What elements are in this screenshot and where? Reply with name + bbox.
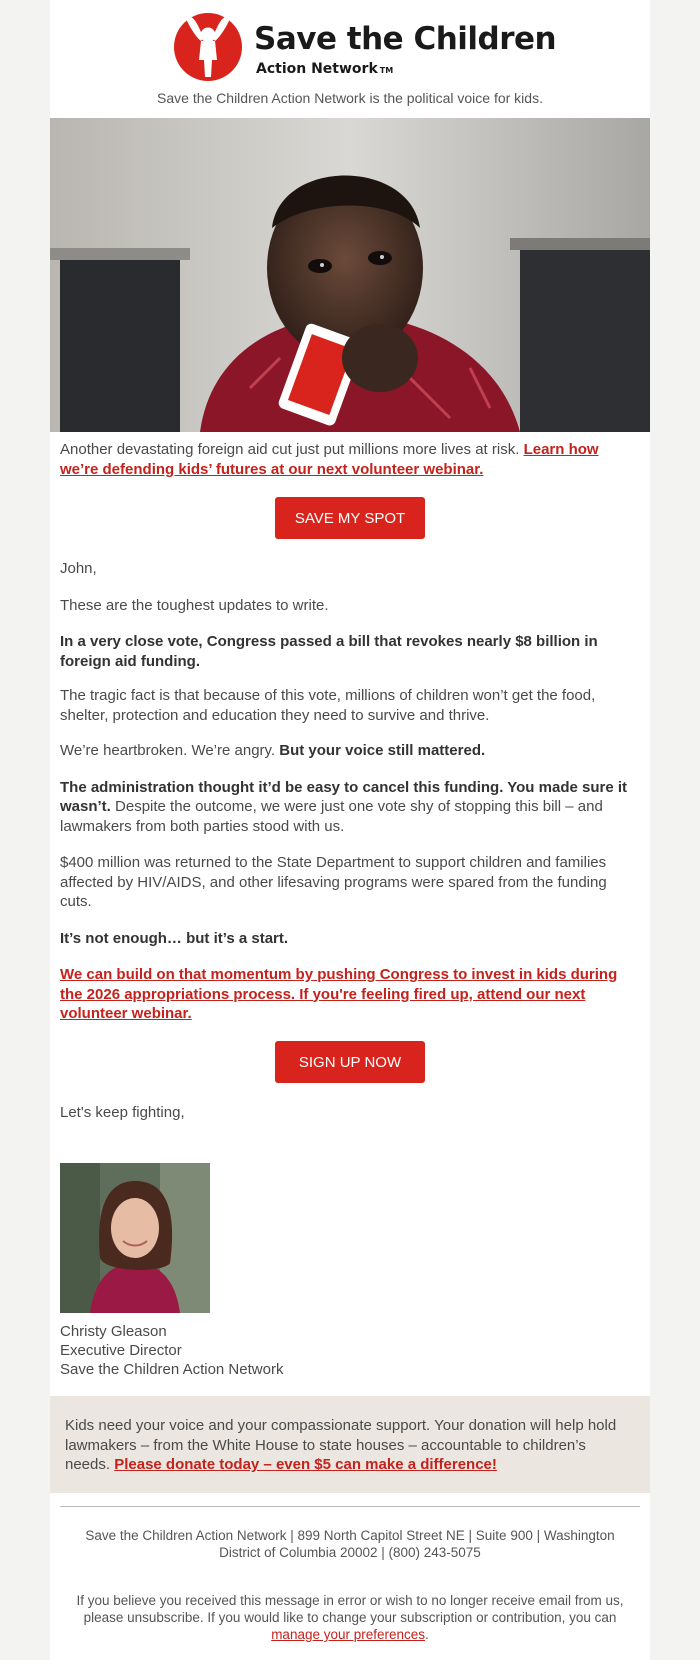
donate-text: Kids need your voice and your compassionate support. Your donation will help hold lawmakers – from the White House to state houses – accountable to children’s needs. [65,1417,617,1473]
brand-subtitle [256,61,393,77]
hero-image[interactable] [50,118,650,432]
donate-paragraph [65,1416,635,1475]
not-enough-bold: It’s not enough… but it’s a start. [60,929,289,947]
tagline: Save the Children Action Network is the political voice for kids. [157,90,543,106]
signature-block [60,1322,283,1379]
donate-box [50,1396,650,1493]
unsubscribe-text: If you believe you received this message in error or wish to no longer receive email from us, please unsubscribe. If you would like to change your subscription or contribution, you can [76,1593,624,1625]
intro-text: Another devastating foreign aid cut just put millions more lives at risk. [60,441,524,458]
signer-org: Save the Children Action Network [60,1361,284,1378]
paragraph-congress-vote [60,632,640,671]
paragraph-not-enough [60,929,640,949]
signer-photo [60,1163,210,1313]
footer-divider [60,1506,640,1507]
voice-mattered-bold: But your voice still mattered. [279,742,486,759]
hero-child-photo [50,118,650,432]
header [50,0,650,118]
save-my-spot-button[interactable]: SAVE MY SPOT [275,497,425,539]
footer-unsubscribe [65,1592,635,1643]
signer-portrait [60,1163,210,1313]
brand-name: Save the Children [254,21,557,57]
footer-address: Save the Children Action Network | 899 North Capitol Street NE | Suite 900 | Washington District of Columbia 20002 | (800) 243-5075 [85,1528,615,1560]
sign-up-now-button[interactable]: SIGN UP NOW [275,1041,425,1083]
paragraph-momentum [60,965,640,1024]
child-figure-logo-icon [170,5,248,83]
paragraph-tragic-fact: The tragic fact is that because of this vote, millions of children won’t get the food, shelter, protection and education they need to survive and thrive. [60,687,596,724]
greeting: John, [60,560,97,577]
signer-name: Christy Gleason [60,1323,167,1340]
donate-link[interactable]: Please donate today – even $5 can make a difference! [114,1456,497,1473]
email-container [50,0,650,1660]
heartbroken-text: We’re heartbroken. We’re angry. [60,742,280,759]
paragraph-administration [60,778,640,837]
brand-subtitle-text: Action Network [256,61,378,77]
paragraph-toughest-updates: These are the toughest updates to write. [60,596,329,614]
closing-line: Let's keep fighting, [60,1103,185,1121]
intro-paragraph [60,440,640,479]
administration-text: Despite the outcome, we were just one vote shy of stopping this bill – and lawmakers from both parties stood with us. [60,798,603,835]
trademark-mark: TM [379,66,394,75]
paragraph-heartbroken [60,741,640,761]
signer-title: Executive Director [60,1342,182,1359]
manage-preferences-link[interactable]: manage your preferences [271,1627,426,1642]
paragraph-400-million: $400 million was returned to the State Department to support children and families affected by HIV/AIDS, and other lifesaving programs were spared from the funding cuts. [60,854,607,910]
email-body [60,440,640,1122]
congress-vote-bold: In a very close vote, Congress passed a bill that revokes nearly $8 billion in foreign aid funding. [60,633,598,670]
brand-logo[interactable] [170,5,557,83]
momentum-webinar-link[interactable]: We can build on that momentum by pushing Congress to invest in kids during the 2026 appropriations process. If you're feeling fired up, attend our next volunteer webinar. [60,966,618,1022]
administration-bold: The administration thought it’d be easy to cancel this funding. You made sure it wasn’t. [60,778,628,815]
webinar-link[interactable]: Learn how we’re defending kids’ futures at our next volunteer webinar. [60,441,599,478]
unsubscribe-end: . [425,1627,429,1642]
